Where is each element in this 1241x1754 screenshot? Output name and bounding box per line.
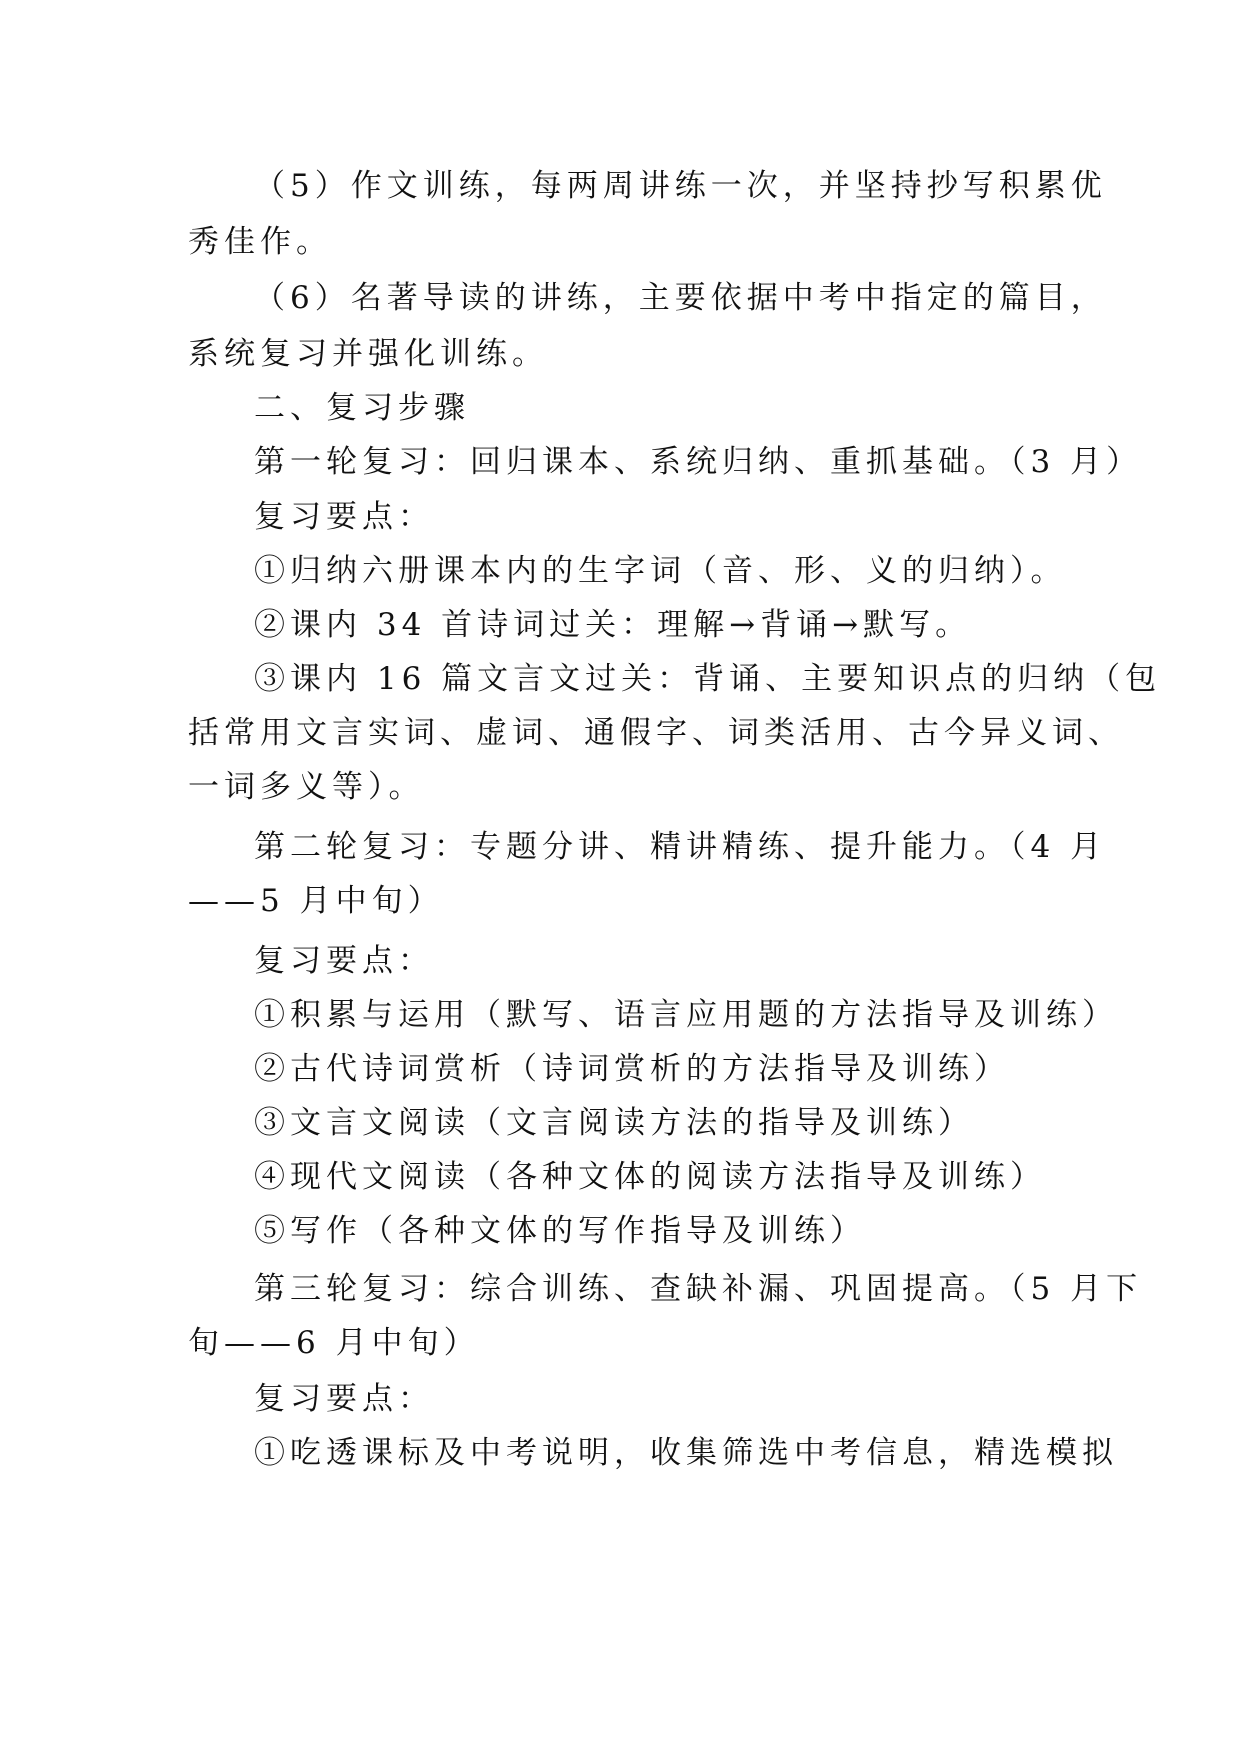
paragraph-line: 秀佳作。: [188, 224, 332, 260]
paragraph-line: 第三轮复习：综合训练、查缺补漏、巩固提高。（5 月下: [254, 1271, 1143, 1307]
paragraph-line: ⑤写作（各种文体的写作指导及训练）: [254, 1213, 866, 1249]
paragraph-line: ②课内 34 首诗词过关：理解→背诵→默写。: [254, 607, 972, 643]
paragraph-line: ④现代文阅读（各种文体的阅读方法指导及训练）: [254, 1159, 1046, 1195]
paragraph-line: ——5 月中旬）: [188, 883, 444, 919]
paragraph-line: 复习要点：: [254, 1381, 434, 1417]
paragraph-line: ③课内 16 篇文言文过关：背诵、主要知识点的归纳（包: [254, 661, 1162, 697]
paragraph-line: 第二轮复习：专题分讲、精讲精练、提升能力。（4 月: [254, 829, 1107, 865]
section-heading: 二、复习步骤: [254, 390, 470, 426]
paragraph-line: 复习要点：: [254, 943, 434, 979]
paragraph-line: （6）名著导读的讲练，主要依据中考中指定的篇目，: [254, 280, 1107, 316]
paragraph-line: （5）作文训练，每两周讲练一次，并坚持抄写积累优: [254, 168, 1107, 204]
paragraph-line: ①积累与运用（默写、语言应用题的方法指导及训练）: [254, 997, 1118, 1033]
paragraph-line: ①归纳六册课本内的生字词（音、形、义的归纳）。: [254, 553, 1067, 589]
paragraph-line: 旬——6 月中旬）: [188, 1325, 480, 1361]
paragraph-line: ③文言文阅读（文言阅读方法的指导及训练）: [254, 1105, 974, 1141]
paragraph-line: 一词多义等）。: [188, 769, 425, 805]
paragraph-line: 系统复习并强化训练。: [188, 336, 548, 372]
paragraph-line: 括常用文言实词、虚词、通假字、词类活用、古今异义词、: [188, 715, 1124, 751]
paragraph-line: ②古代诗词赏析（诗词赏析的方法指导及训练）: [254, 1051, 1010, 1087]
paragraph-line: 第一轮复习：回归课本、系统归纳、重抓基础。（3 月）: [254, 444, 1143, 480]
paragraph-line: ①吃透课标及中考说明，收集筛选中考信息，精选模拟: [254, 1435, 1118, 1471]
paragraph-line: 复习要点：: [254, 499, 434, 535]
